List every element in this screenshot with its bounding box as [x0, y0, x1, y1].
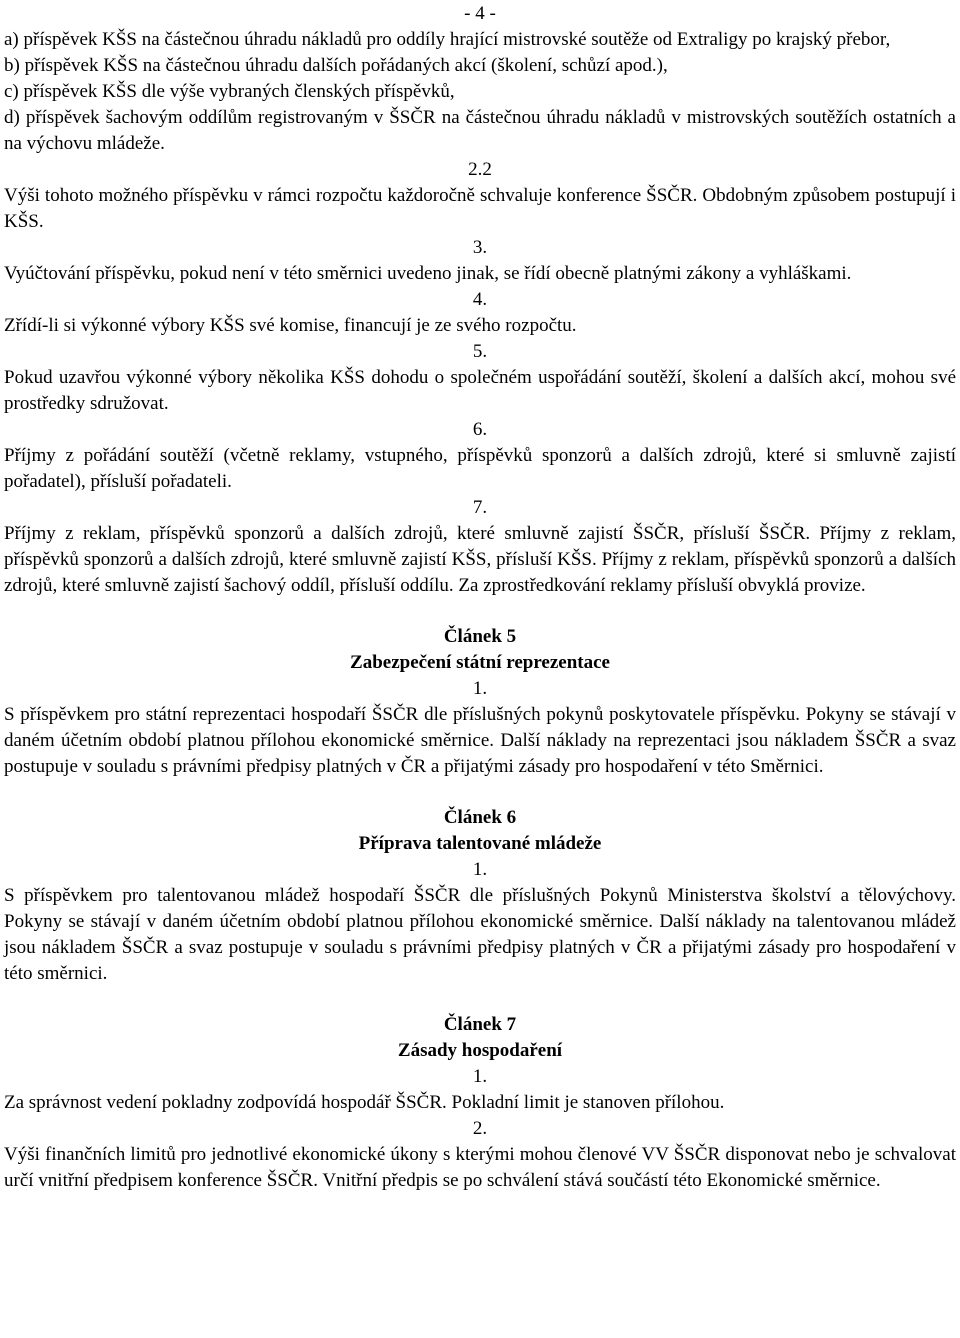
- section-number: 4.: [472, 289, 488, 310]
- list-item-b: b) příspěvek KŠS na částečnou úhradu dalších pořádaných akcí (školení, schůzí apod.),: [4, 55, 668, 76]
- paragraph-number: 1.: [472, 678, 488, 699]
- section-number: 6.: [472, 419, 488, 440]
- paragraph-number: 1.: [472, 1066, 488, 1087]
- page-number: - 4 -: [464, 3, 496, 24]
- list-item-d: d) příspěvek šachovým oddílům registrovaným v ŠSČR na částečnou úhradu nákladů v mistrovských soutěžích ostatních a na výchovu mládeže.: [4, 107, 956, 154]
- article-title: Zabezpečení státní reprezentace: [350, 652, 610, 673]
- section-number: 5.: [472, 341, 488, 362]
- section-number: 2.2: [468, 159, 492, 180]
- article-title: Příprava talentované mládeže: [358, 833, 602, 854]
- section-text: Příjmy z reklam, příspěvků sponzorů a dalších zdrojů, které smluvně zajistí ŠSČR, přísluší ŠSČR. Příjmy z reklam, příspěvků sponzorů a dalších zdrojů, které smluvně zajistí KŠS, přísluší KŠS. Příjmy z reklam, příspěvků sponzorů a dalších zdrojů, které smluvně zajistí šachový oddíl, přísluší oddílu. Za zprostředkování reklamy přísluší obvyklá provize.: [4, 523, 956, 596]
- section-text: Vyúčtování příspěvku, pokud není v této směrnici uvedeno jinak, se řídí obecně platnými zákony a vyhláškami.: [4, 263, 852, 284]
- list-item-c: c) příspěvek KŠS dle výše vybraných členských příspěvků,: [4, 81, 455, 102]
- spacer: [4, 599, 956, 624]
- paragraph-number: 1.: [472, 859, 488, 880]
- section-text: Zřídí-li si výkonné výbory KŠS své komise, financují je ze svého rozpočtu.: [4, 315, 577, 336]
- article-heading: Článek 6: [443, 807, 517, 828]
- spacer: [4, 987, 956, 1012]
- paragraph-text: S příspěvkem pro talentovanou mládež hospodaří ŠSČR dle příslušných Pokynů Ministerstva školství a tělovýchovy. Pokyny se stávají v daném účetním období platnou přílohou ekonomické směrnice. Další náklady na talentovanou mládež jsou nákladem ŠSČR a svaz postupuje v souladu s právními předpisy platných v ČR a přijatými zásady pro hospodaření v této směrnici.: [4, 885, 956, 984]
- section-text: Příjmy z pořádání soutěží (včetně reklamy, vstupného, příspěvků sponzorů a dalších zdrojů, které si smluvně zajistí pořadatel), přísluší pořadateli.: [4, 445, 956, 492]
- section-number: 7.: [472, 497, 488, 518]
- article-heading: Článek 5: [443, 626, 517, 647]
- section-number: 3.: [472, 237, 488, 258]
- article-title: Zásady hospodaření: [397, 1040, 563, 1061]
- list-item-a: a) příspěvek KŠS na částečnou úhradu nákladů pro oddíly hrající mistrovské soutěže od Extraligy po krajský přebor,: [4, 29, 891, 50]
- paragraph-text: Za správnost vedení pokladny zodpovídá hospodář ŠSČR. Pokladní limit je stanoven přílohou.: [4, 1092, 725, 1113]
- article-heading: Článek 7: [443, 1014, 517, 1035]
- paragraph-text: S příspěvkem pro státní reprezentaci hospodaří ŠSČR dle příslušných pokynů poskytovatele příspěvku. Pokyny se stávají v daném účetním období platnou přílohou ekonomické směrnice. Další náklady na reprezentaci jsou nákladem ŠSČR a svaz postupuje v souladu s právními předpisy platných v ČR a přijatými zásady pro hospodaření v této Směrnici.: [4, 704, 956, 777]
- spacer: [4, 780, 956, 805]
- paragraph-text: Výši finančních limitů pro jednotlivé ekonomické úkony s kterými mohou členové VV ŠSČR disponovat nebo je schvalovat určí vnitřní předpisem konference ŠSČR. Vnitřní předpis se po schválení stává součástí této Ekonomické směrnice.: [4, 1144, 956, 1191]
- paragraph-number: 2.: [472, 1118, 488, 1139]
- section-text: Výši tohoto možného příspěvku v rámci rozpočtu každoročně schvaluje konference ŠSČR. Obdobným způsobem postupují i KŠS.: [4, 185, 956, 232]
- section-text: Pokud uzavřou výkonné výbory několika KŠS dohodu o společném uspořádání soutěží, školení a dalších akcí, mohou své prostředky sdružovat.: [4, 367, 956, 414]
